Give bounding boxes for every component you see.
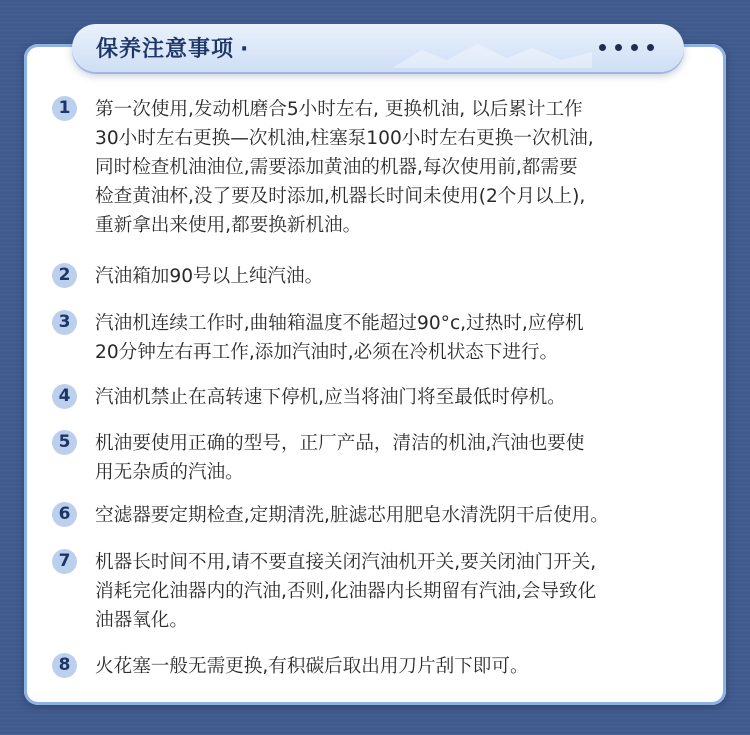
item-line: 20分钟左右再工作,添加汽油时,必须在冷机状态下进行。 bbox=[95, 342, 559, 363]
item-line: 检查黄油杯,没了要及时添加,机器长时间未使用(2个月以上), bbox=[95, 186, 586, 207]
dots-decoration bbox=[599, 44, 654, 51]
item-line: 30小时左右更换—次机油,柱塞泵100小时左右更换一次机油, bbox=[95, 128, 594, 149]
item-number-badge: 7 bbox=[52, 549, 77, 574]
item-line: 机器长时间不用,请不要直接关闭汽油机开关,要关闭油门开关, bbox=[95, 552, 597, 573]
dot-icon bbox=[631, 44, 638, 51]
mountain-decoration-icon bbox=[392, 38, 592, 68]
item-line: 汽油机连续工作时,曲轴箱温度不能超过90°c,过热时,应停机 bbox=[95, 313, 584, 334]
item-text bbox=[95, 501, 712, 530]
item-line: 用无杂质的汽油。 bbox=[95, 462, 244, 483]
item-line: 火花塞一般无需更换,有积碳后取出用刀片刮下即可。 bbox=[95, 656, 529, 677]
title-banner bbox=[72, 24, 684, 72]
item-number-badge: 8 bbox=[52, 653, 77, 678]
item-text bbox=[95, 383, 712, 412]
item-text bbox=[95, 652, 712, 681]
item-text bbox=[95, 95, 712, 240]
item-line: 汽油机禁止在高转速下停机,应当将油门将至最低时停机。 bbox=[95, 387, 566, 408]
item-text bbox=[95, 262, 712, 291]
dot-icon bbox=[615, 44, 622, 51]
item-text bbox=[95, 429, 712, 487]
item-line: 空滤器要定期检查,定期清洗,脏滤芯用肥皂水清洗阴干后使用。 bbox=[95, 505, 609, 526]
item-text bbox=[95, 309, 712, 367]
item-number-badge: 2 bbox=[52, 263, 77, 288]
item-number-badge: 4 bbox=[52, 384, 77, 409]
item-number-badge: 3 bbox=[52, 310, 77, 335]
item-text bbox=[95, 548, 712, 635]
dot-icon bbox=[647, 44, 654, 51]
page-title bbox=[96, 32, 249, 63]
item-line: 第一次使用,发动机磨合5小时左右, 更换机油, 以后累计工作 bbox=[95, 99, 583, 120]
item-number-badge: 1 bbox=[52, 96, 77, 121]
title-suffix: · bbox=[240, 37, 250, 62]
item-line: 消耗完化油器内的汽油,否则,化油器内长期留有汽油,会导致化 bbox=[95, 581, 597, 602]
item-line: 同时检查机油油位,需要添加黄油的机器,每次使用前,都需要 bbox=[95, 157, 578, 178]
title-label: 保养注意事项 bbox=[96, 37, 235, 62]
item-line: 油器氧化。 bbox=[95, 610, 188, 631]
item-line: 机油要使用正确的型号，正厂产品，清洁的机油,汽油也要使 bbox=[95, 433, 585, 454]
dot-icon bbox=[599, 44, 606, 51]
item-line: 重新拿出来使用,都要换新机油。 bbox=[95, 215, 362, 236]
item-number-badge: 5 bbox=[52, 430, 77, 455]
item-number-badge: 6 bbox=[52, 502, 77, 527]
item-line: 汽油箱加90号以上纯汽油。 bbox=[95, 266, 324, 287]
